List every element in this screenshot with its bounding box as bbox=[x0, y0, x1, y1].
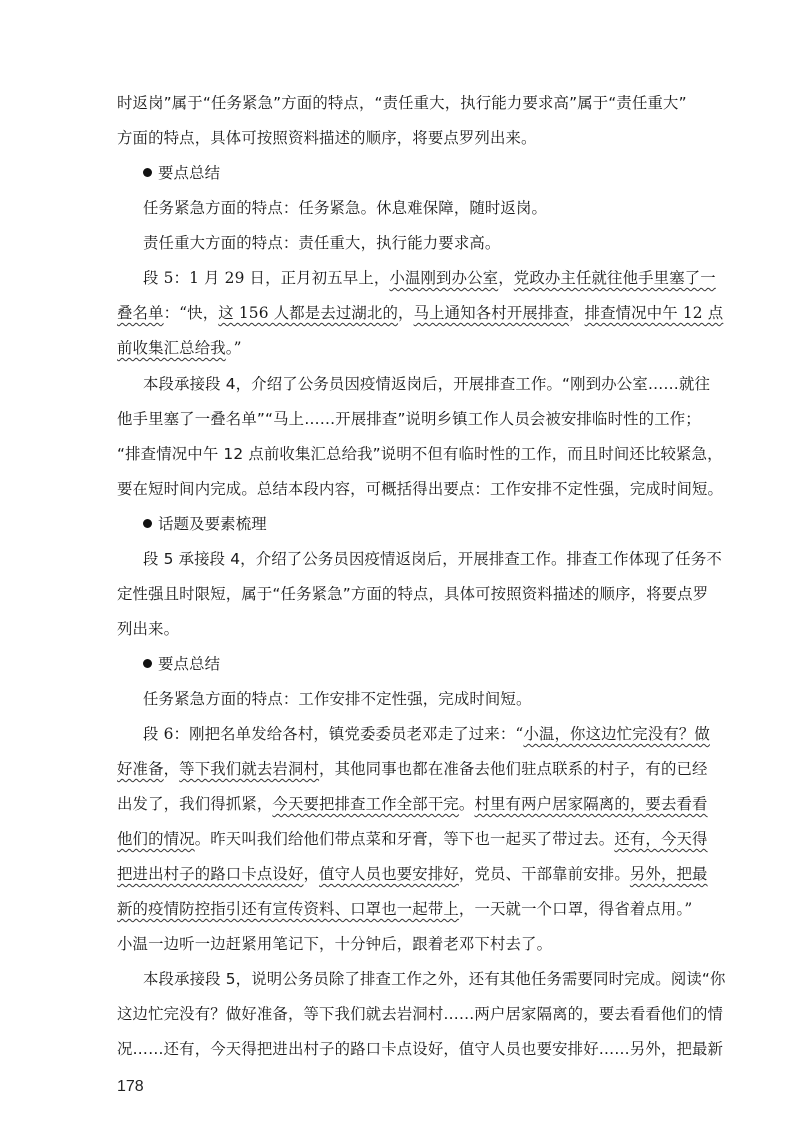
source-line: 把进出村子的路口卡点设好，值守人员也要安排好，党员、干部靠前安排。另外，把最 bbox=[117, 865, 708, 883]
section-heading: 要点总结 bbox=[143, 654, 743, 674]
text-line: 本段承接段 5，说明公务员除了排查工作之外，还有其他任务需要同时完成。阅读“你 bbox=[143, 970, 726, 988]
bullet-icon bbox=[143, 168, 152, 177]
text-line: 时返岗”属于“任务紧急”方面的特点，“责任重大，执行能力要求高”属于“责任重大” bbox=[117, 94, 687, 112]
text-line: 任务紧急方面的特点：工作安排不定性强，完成时间短。 bbox=[143, 690, 532, 708]
source-line: 新的疫情防控指引还有宣传资料、口罩也一起带上，一天就一个口罩，得省着点用。” bbox=[117, 900, 693, 918]
section-heading: 要点总结 bbox=[143, 163, 743, 183]
text-line: 要在短时间内完成。总结本段内容，可概括得出要点：工作安排不定性强，完成时间短。 bbox=[117, 480, 724, 498]
text-line: 他手里塞了一叠名单”“马上……开展排查”说明乡镇工作人员会被安排临时性的工作； bbox=[117, 410, 701, 428]
bullet-icon bbox=[143, 659, 152, 668]
text-line: 列出来。 bbox=[117, 620, 180, 638]
page-number: 178 bbox=[117, 1078, 144, 1095]
source-line: 段 5：1 月 29 日，正月初五早上，小温刚到办公室，党政办主任就往他手里塞了一 bbox=[143, 269, 716, 287]
text-line: “排查情况中午 12 点前收集汇总给我”说明不但有临时性的工作，而且时间还比较紧急， bbox=[117, 445, 723, 463]
text-line: 责任重大方面的特点：责任重大，执行能力要求高。 bbox=[143, 234, 501, 252]
source-line: 小温一边听一边赶紧用笔记下，十分钟后，跟着老邓下村去了。 bbox=[117, 935, 553, 953]
text-line: 本段承接段 4，介绍了公务员因疫情返岗后，开展排查工作。“刚到办公室……就往 bbox=[143, 375, 711, 393]
source-line: 他们的情况。昨天叫我们给他们带点菜和牙膏，等下也一起买了带过去。还有，今天得 bbox=[117, 830, 708, 848]
bullet-icon bbox=[143, 519, 152, 528]
source-line: 好准备，等下我们就去岩洞村，其他同事也都在准备去他们驻点联系的村子，有的已经 bbox=[117, 760, 708, 778]
text-line: 方面的特点，具体可按照资料描述的顺序，将要点罗列出来。 bbox=[117, 129, 537, 147]
text-line: 况……还有，今天得把进出村子的路口卡点设好，值守人员也要安排好……另外，把最新 bbox=[117, 1040, 724, 1058]
source-line: 段 6：刚把名单发给各村，镇党委委员老邓走了过来：“小温，你这边忙完没有？做 bbox=[143, 725, 710, 743]
source-line: 前收集汇总给我。” bbox=[117, 339, 242, 357]
source-line: 叠名单：“快，这 156 人都是去过湖北的，马上通知各村开展排查，排查情况中午 12 点 bbox=[117, 304, 724, 322]
text-line: 段 5 承接段 4，介绍了公务员因疫情返岗后，开展排查工作。排查工作体现了任务不 bbox=[143, 550, 722, 568]
text-line: 任务紧急方面的特点：任务紧急。休息难保障，随时返岗。 bbox=[143, 199, 548, 217]
text-line: 这边忙完没有？做好准备，等下我们就去岩洞村……两户居家隔离的，要去看看他们的情 bbox=[117, 1005, 724, 1023]
section-heading: 话题及要素梳理 bbox=[143, 514, 743, 534]
source-line: 出发了，我们得抓紧，今天要把排查工作全部干完。村里有两户居家隔离的，要去看看 bbox=[117, 795, 708, 813]
text-line: 定性强且时限短，属于“任务紧急”方面的特点，具体可按照资料描述的顺序，将要点罗 bbox=[117, 585, 709, 603]
